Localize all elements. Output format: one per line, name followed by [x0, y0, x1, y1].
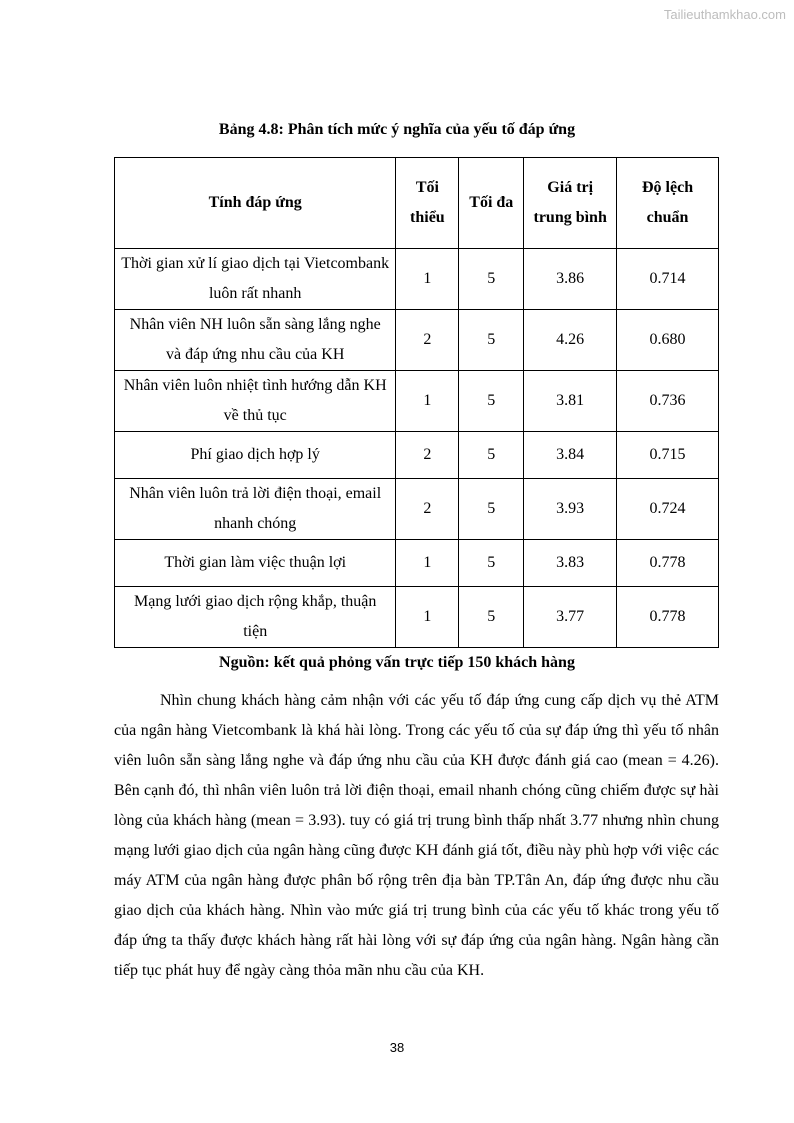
watermark: Tailieuthamkhao.com — [663, 7, 786, 22]
row-max: 5 — [459, 371, 524, 432]
table-row — [115, 479, 719, 540]
row-max: 5 — [459, 479, 524, 540]
table-caption: Bảng 4.8: Phân tích mức ý nghĩa của yếu tố đáp ứng — [218, 121, 576, 138]
row-min: 1 — [396, 540, 459, 587]
row-label: Nhân viên luôn nhiệt tình hướng dẫn KH về thủ tục — [115, 371, 396, 432]
row-mean: 3.93 — [524, 479, 617, 540]
row-sd: 0.715 — [617, 432, 719, 479]
row-mean: 3.77 — [524, 587, 617, 648]
row-min: 2 — [396, 479, 459, 540]
row-sd: 0.778 — [617, 587, 719, 648]
row-max: 5 — [459, 540, 524, 587]
row-mean: 3.84 — [524, 432, 617, 479]
header-mean: Giá trị trung bình — [524, 158, 617, 249]
row-max: 5 — [459, 432, 524, 479]
table-source: Nguồn: kết quả phỏng vấn trực tiếp 150 khách hàng — [219, 654, 575, 671]
response-factor-table — [114, 157, 719, 648]
row-sd: 0.778 — [617, 540, 719, 587]
row-min: 1 — [396, 587, 459, 648]
row-min: 2 — [396, 432, 459, 479]
row-max: 5 — [459, 249, 524, 310]
header-factor: Tính đáp ứng — [115, 158, 396, 249]
row-sd: 0.714 — [617, 249, 719, 310]
header-sd: Độ lệch chuẩn — [617, 158, 719, 249]
table-row — [115, 371, 719, 432]
row-sd: 0.724 — [617, 479, 719, 540]
row-mean: 3.81 — [524, 371, 617, 432]
table-row — [115, 249, 719, 310]
row-label: Thời gian làm việc thuận lợi — [115, 540, 396, 587]
row-mean: 3.86 — [524, 249, 617, 310]
row-mean: 4.26 — [524, 310, 617, 371]
header-min: Tối thiểu — [396, 158, 459, 249]
row-min: 2 — [396, 310, 459, 371]
row-sd: 0.736 — [617, 371, 719, 432]
row-min: 1 — [396, 371, 459, 432]
row-min: 1 — [396, 249, 459, 310]
row-label: Phí giao dịch hợp lý — [115, 432, 396, 479]
row-sd: 0.680 — [617, 310, 719, 371]
page-number: 38 — [389, 1040, 405, 1055]
row-label: Thời gian xử lí giao dịch tại Vietcombank luôn rất nhanh — [115, 249, 396, 310]
table-row — [115, 587, 719, 648]
row-max: 5 — [459, 310, 524, 371]
table-row — [115, 310, 719, 371]
table-row — [115, 540, 719, 587]
row-max: 5 — [459, 587, 524, 648]
table-header-row — [115, 158, 719, 249]
table-row — [115, 432, 719, 479]
body-paragraph: Nhìn chung khách hàng cảm nhận với các yếu tố đáp ứng cung cấp dịch vụ thẻ ATM của ngân hàng Vietcombank là khá hài lòng. Trong các yếu tố của sự đáp ứng thì yếu tố nhân viên luôn sẵn sàng lắng nghe và đáp ứng nhu cầu của KH được đánh giá cao (mean = 4.26). Bên cạnh đó, thì nhân viên luôn trả lời điện thoại, email nhanh chóng cũng chiếm được sự hài lòng của khách hàng (mean = 3.93). tuy có giá trị trung bình thấp nhất 3.77 nhưng nhìn chung mạng lưới giao dịch của ngân hàng cũng được KH đánh giá tốt, điều này phù hợp với việc các máy ATM của ngân hàng được phân bố rộng trên địa bàn TP.Tân An, đáp ứng được nhu cầu giao dịch của khách hàng. Nhìn vào mức giá trị trung bình của các yếu tố khác trong yếu tố đáp ứng ta thấy được khách hàng rất hài lòng với sự đáp ứng của ngân hàng. Ngân hàng cần tiếp tục phát huy để ngày càng thỏa mãn nhu cầu của KH. — [114, 692, 719, 979]
row-label: Nhân viên luôn trả lời điện thoại, email nhanh chóng — [115, 479, 396, 540]
row-label: Mạng lưới giao dịch rộng khắp, thuận tiện — [115, 587, 396, 648]
row-label: Nhân viên NH luôn sẵn sàng lắng nghe và đáp ứng nhu cầu của KH — [115, 310, 396, 371]
row-mean: 3.83 — [524, 540, 617, 587]
header-max: Tối đa — [459, 158, 524, 249]
